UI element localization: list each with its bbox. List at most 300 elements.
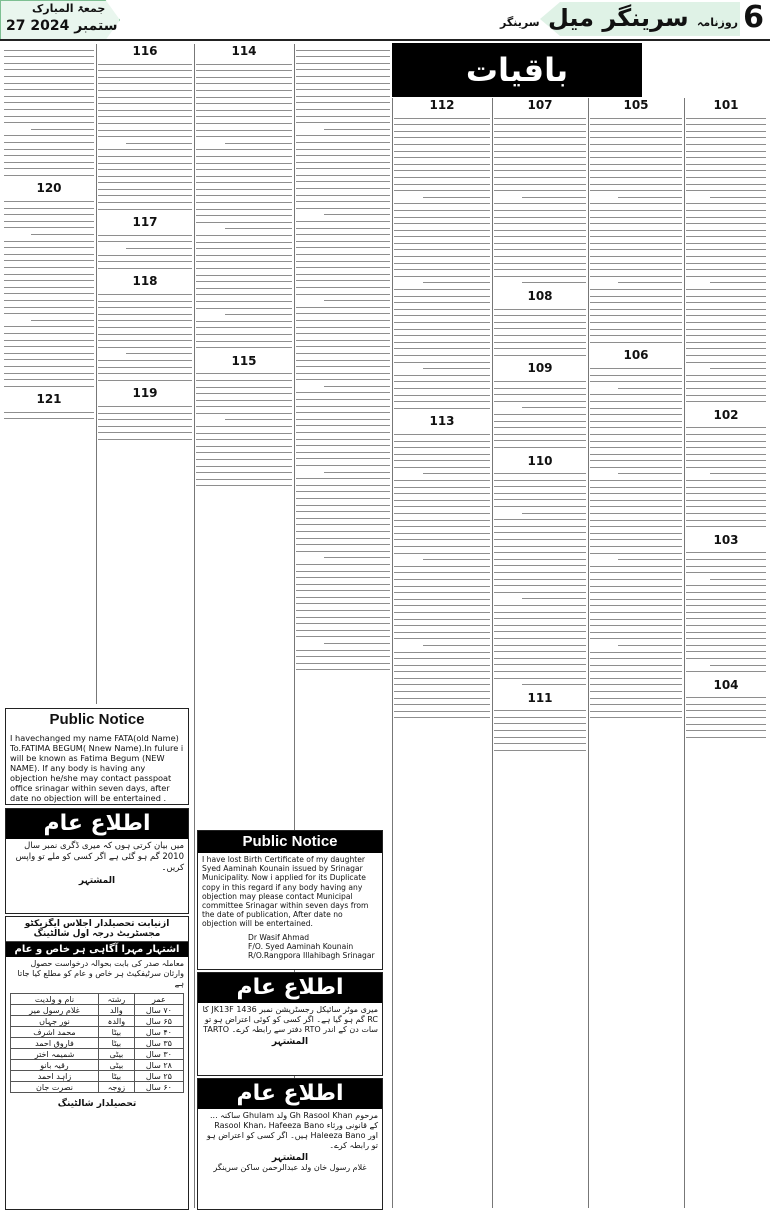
text-line bbox=[394, 118, 490, 119]
text-line bbox=[686, 276, 766, 277]
ittila-aam-heirs bbox=[197, 1078, 383, 1210]
text-line bbox=[4, 307, 94, 308]
table-notice-subheader: اشتہار مہرا آگاہی ہر خاص و عام bbox=[6, 942, 188, 957]
text-line bbox=[296, 307, 390, 308]
text-line bbox=[686, 217, 766, 218]
text-line bbox=[196, 321, 292, 322]
text-line bbox=[590, 698, 682, 699]
section-number: 104 bbox=[713, 677, 739, 692]
date-arabic: جمعۃ المبارک bbox=[32, 2, 106, 15]
table-cell: بیٹا bbox=[98, 1027, 134, 1038]
text-line bbox=[196, 466, 292, 467]
text-line bbox=[196, 406, 292, 407]
section-number: 118 bbox=[132, 274, 158, 289]
text-line bbox=[394, 164, 490, 165]
text-line bbox=[296, 69, 390, 70]
text-line bbox=[494, 526, 586, 527]
text-line bbox=[196, 70, 292, 71]
table-cell: والدہ bbox=[98, 1016, 134, 1027]
text-line bbox=[394, 184, 490, 185]
text-line bbox=[590, 691, 682, 692]
text-line bbox=[394, 467, 490, 468]
section-number: 106 bbox=[623, 348, 649, 363]
text-line bbox=[296, 320, 390, 321]
text-line bbox=[686, 124, 766, 125]
text-line bbox=[196, 472, 292, 473]
text-line bbox=[494, 263, 586, 264]
text-line bbox=[686, 164, 766, 165]
text-line bbox=[126, 248, 192, 249]
text-line bbox=[494, 546, 586, 547]
table-cell: ۲۸ سال bbox=[134, 1060, 183, 1071]
text-line bbox=[98, 373, 192, 374]
text-line bbox=[296, 162, 390, 163]
text-line bbox=[296, 544, 390, 545]
text-line bbox=[296, 280, 390, 281]
text-line bbox=[394, 447, 490, 448]
section-number: 107 bbox=[527, 98, 553, 112]
text-line bbox=[686, 572, 766, 573]
text-line bbox=[296, 518, 390, 519]
text-line bbox=[494, 480, 586, 481]
text-line bbox=[98, 156, 192, 157]
column-divider bbox=[588, 98, 589, 1208]
text-line bbox=[590, 243, 682, 244]
text-line bbox=[494, 493, 586, 494]
text-line bbox=[296, 485, 390, 486]
text-line bbox=[196, 308, 292, 309]
text-line bbox=[686, 118, 766, 119]
text-line bbox=[296, 346, 390, 347]
text-line bbox=[98, 83, 192, 84]
text-line bbox=[4, 340, 94, 341]
text-line bbox=[590, 164, 682, 165]
text-line bbox=[494, 414, 586, 415]
text-line bbox=[394, 388, 490, 389]
text-line bbox=[394, 506, 490, 507]
text-line bbox=[296, 241, 390, 242]
text-line bbox=[296, 373, 390, 374]
text-line bbox=[98, 294, 192, 295]
text-line bbox=[98, 110, 192, 111]
masthead-rule bbox=[0, 39, 770, 41]
section-number: 101 bbox=[713, 98, 739, 112]
text-line bbox=[494, 243, 586, 244]
text-line bbox=[196, 209, 292, 210]
text-line bbox=[196, 281, 292, 282]
text-line bbox=[394, 678, 490, 679]
text-line bbox=[196, 373, 292, 374]
text-line bbox=[394, 322, 490, 323]
text-line bbox=[494, 559, 586, 560]
text-line bbox=[394, 717, 490, 718]
text-line bbox=[494, 256, 586, 257]
text-line bbox=[324, 129, 390, 130]
public-notice-left-title: Public Notice bbox=[49, 711, 145, 728]
text-line bbox=[494, 473, 586, 474]
text-line bbox=[590, 210, 682, 211]
text-line bbox=[98, 360, 192, 361]
text-line bbox=[394, 335, 490, 336]
text-line bbox=[4, 155, 94, 156]
text-line bbox=[686, 335, 766, 336]
text-line bbox=[98, 97, 192, 98]
text-line bbox=[394, 315, 490, 316]
text-line bbox=[590, 177, 682, 178]
text-line bbox=[590, 500, 682, 501]
text-line bbox=[394, 236, 490, 237]
text-line bbox=[590, 704, 682, 705]
text-line bbox=[394, 480, 490, 481]
public-notice-left bbox=[5, 708, 189, 805]
text-line bbox=[296, 669, 390, 670]
text-line bbox=[296, 538, 390, 539]
text-line bbox=[4, 89, 94, 90]
text-line bbox=[494, 223, 586, 224]
text-line bbox=[494, 723, 586, 724]
text-line bbox=[494, 144, 586, 145]
table-cell: رقیہ بانو bbox=[11, 1060, 99, 1071]
text-line bbox=[494, 217, 586, 218]
text-line bbox=[394, 296, 490, 297]
text-line bbox=[296, 584, 390, 585]
text-line bbox=[686, 460, 766, 461]
text-line bbox=[686, 230, 766, 231]
text-line bbox=[196, 380, 292, 381]
text-line bbox=[686, 269, 766, 270]
text-line bbox=[196, 479, 292, 480]
text-line bbox=[686, 585, 766, 586]
text-line bbox=[590, 263, 682, 264]
text-line bbox=[98, 123, 192, 124]
text-line bbox=[590, 315, 682, 316]
text-line bbox=[394, 131, 490, 132]
text-line bbox=[590, 144, 682, 145]
text-line bbox=[324, 386, 390, 387]
text-line bbox=[686, 513, 766, 514]
text-line bbox=[394, 263, 490, 264]
text-line bbox=[394, 638, 490, 639]
text-line bbox=[590, 190, 682, 191]
text-line bbox=[394, 658, 490, 659]
text-line bbox=[296, 636, 390, 637]
table-cell: ۴۰ سال bbox=[134, 1027, 183, 1038]
text-line bbox=[494, 730, 586, 731]
text-line bbox=[394, 269, 490, 270]
text-line bbox=[394, 348, 490, 349]
text-line bbox=[686, 526, 766, 527]
text-line bbox=[196, 103, 292, 104]
section-number: 102 bbox=[713, 407, 739, 422]
column-divider bbox=[684, 98, 685, 1208]
section-number: 119 bbox=[132, 386, 158, 401]
text-line bbox=[296, 379, 390, 380]
text-line bbox=[590, 401, 682, 402]
ittila-aam-heirs-text: مرحوم Gh Rasool Khan ولد Ghulam ساکنہ ... کے قانونی ورثاء Rasool Khan، Hafeeza Bano اور Haleeza Bano ہیں۔ اگر کسی کو اعتراض ہو تو رابطہ کرے۔ bbox=[206, 1111, 378, 1150]
ittila-aam-left-text: میں بیان کرتی ہوں کہ میری ڈگری نمبر سال 2010 گم ہو گئی ہے اگر کسی کو ملے تو واپس کریں۔ bbox=[15, 841, 184, 873]
text-line bbox=[494, 190, 586, 191]
text-line bbox=[590, 157, 682, 158]
text-line bbox=[590, 302, 682, 303]
text-line bbox=[686, 381, 766, 382]
text-line bbox=[686, 315, 766, 316]
masthead bbox=[0, 0, 770, 40]
column-divider bbox=[392, 98, 393, 1208]
text-line bbox=[494, 585, 586, 586]
notice-sign-name: Dr Wasif Ahmad bbox=[248, 932, 310, 942]
public-notice-center-text: I have lost Birth Certificate of my daughter Syed Aaminah Kounain issued by Srinagar Municipality. Now i applied for its Duplicate copy in this regard if any body having any objection may please contact Municipal committee Srinagar within seven days from the date of publication, After date no objection will be entertained. bbox=[202, 855, 369, 929]
text-line bbox=[590, 276, 682, 277]
notice-sign-address: R/O.Rangpora Illahibagh Srinagar bbox=[248, 951, 375, 961]
text-line bbox=[686, 434, 766, 435]
text-line bbox=[98, 255, 192, 256]
text-line bbox=[590, 408, 682, 409]
text-line bbox=[686, 302, 766, 303]
text-line bbox=[296, 524, 390, 525]
text-line bbox=[494, 486, 586, 487]
text-line bbox=[296, 406, 390, 407]
text-line bbox=[590, 434, 682, 435]
text-line bbox=[196, 64, 292, 65]
text-line bbox=[686, 566, 766, 567]
text-line bbox=[686, 427, 766, 428]
text-line bbox=[296, 392, 390, 393]
text-line bbox=[590, 329, 682, 330]
text-line bbox=[494, 447, 586, 448]
table-cell: ۶۵ سال bbox=[134, 1016, 183, 1027]
text-line bbox=[296, 195, 390, 196]
text-line bbox=[494, 131, 586, 132]
text-line bbox=[296, 50, 390, 51]
text-line bbox=[590, 717, 682, 718]
section-number: 112 bbox=[429, 98, 455, 112]
text-line bbox=[98, 103, 192, 104]
table-cell: زوجہ bbox=[98, 1082, 134, 1093]
text-line bbox=[494, 315, 586, 316]
text-line bbox=[394, 566, 490, 567]
text-line bbox=[4, 56, 94, 57]
text-line bbox=[522, 513, 586, 514]
text-line bbox=[296, 505, 390, 506]
text-line bbox=[494, 750, 586, 751]
text-line bbox=[31, 234, 94, 235]
text-line bbox=[494, 618, 586, 619]
text-line bbox=[494, 322, 586, 323]
text-line bbox=[590, 230, 682, 231]
text-line bbox=[4, 96, 94, 97]
table-cell: والد bbox=[98, 1005, 134, 1016]
table-cell: بیٹی bbox=[98, 1049, 134, 1060]
text-line bbox=[494, 184, 586, 185]
text-line bbox=[394, 454, 490, 455]
text-line bbox=[4, 214, 94, 215]
text-line bbox=[686, 144, 766, 145]
text-line bbox=[494, 612, 586, 613]
text-line bbox=[686, 638, 766, 639]
text-line bbox=[494, 552, 586, 553]
text-line bbox=[4, 247, 94, 248]
text-line bbox=[4, 359, 94, 360]
text-line bbox=[296, 333, 390, 334]
text-line bbox=[394, 434, 490, 435]
text-line bbox=[590, 586, 682, 587]
text-line bbox=[494, 579, 586, 580]
text-line bbox=[98, 380, 192, 381]
text-line bbox=[296, 175, 390, 176]
text-line bbox=[196, 347, 292, 348]
text-line bbox=[590, 605, 682, 606]
text-line bbox=[296, 360, 390, 361]
text-line bbox=[590, 684, 682, 685]
text-line bbox=[296, 590, 390, 591]
text-line bbox=[494, 157, 586, 158]
text-line bbox=[494, 651, 586, 652]
column-7 bbox=[98, 44, 192, 699]
text-line bbox=[686, 737, 766, 738]
text-line bbox=[494, 645, 586, 646]
text-line bbox=[423, 559, 490, 560]
text-line bbox=[686, 480, 766, 481]
text-line bbox=[196, 136, 292, 137]
column-divider bbox=[492, 98, 493, 1208]
section-number: 114 bbox=[231, 44, 257, 58]
text-line bbox=[394, 124, 490, 125]
text-line bbox=[296, 531, 390, 532]
text-line bbox=[494, 151, 586, 152]
text-line bbox=[296, 89, 390, 90]
table-cell: شمیمہ اختر bbox=[11, 1049, 99, 1060]
text-line bbox=[98, 64, 192, 65]
text-line bbox=[522, 197, 586, 198]
text-line bbox=[296, 155, 390, 156]
text-line bbox=[590, 553, 682, 554]
text-line bbox=[590, 592, 682, 593]
text-line bbox=[494, 170, 586, 171]
text-line bbox=[98, 202, 192, 203]
text-line bbox=[494, 335, 586, 336]
text-line bbox=[686, 552, 766, 553]
text-line bbox=[196, 169, 292, 170]
text-line bbox=[394, 612, 490, 613]
text-line bbox=[686, 236, 766, 237]
text-line bbox=[394, 309, 490, 310]
text-line bbox=[98, 189, 192, 190]
text-line bbox=[196, 459, 292, 460]
text-line bbox=[590, 599, 682, 600]
text-line bbox=[296, 452, 390, 453]
text-line bbox=[590, 665, 682, 666]
text-line bbox=[296, 630, 390, 631]
text-line bbox=[686, 177, 766, 178]
text-line bbox=[686, 493, 766, 494]
text-line bbox=[296, 419, 390, 420]
text-line bbox=[4, 287, 94, 288]
text-line bbox=[686, 651, 766, 652]
text-line bbox=[590, 480, 682, 481]
text-line bbox=[686, 170, 766, 171]
text-line bbox=[196, 294, 292, 295]
section-number: 120 bbox=[36, 181, 62, 196]
text-line bbox=[98, 241, 192, 242]
text-line bbox=[4, 201, 94, 202]
table-cell: فاروق احمد bbox=[11, 1038, 99, 1049]
text-line bbox=[296, 650, 390, 651]
text-line bbox=[494, 348, 586, 349]
text-line bbox=[98, 235, 192, 236]
newspaper-prefix: روزنامہ bbox=[696, 16, 738, 29]
text-line bbox=[296, 412, 390, 413]
text-line bbox=[4, 221, 94, 222]
ittila-aam-heirs-signer: غلام رسول خان ولد عبدالرحمن ساکن سرینگر bbox=[213, 1163, 367, 1172]
text-line bbox=[494, 276, 586, 277]
text-line bbox=[590, 467, 682, 468]
text-line bbox=[590, 671, 682, 672]
text-line bbox=[686, 151, 766, 152]
text-line bbox=[710, 473, 766, 474]
text-line bbox=[686, 395, 766, 396]
text-line bbox=[394, 401, 490, 402]
text-line bbox=[98, 149, 192, 150]
text-line bbox=[686, 618, 766, 619]
section-number: 111 bbox=[527, 690, 553, 705]
text-line bbox=[394, 579, 490, 580]
text-line bbox=[494, 177, 586, 178]
text-line bbox=[394, 355, 490, 356]
text-line bbox=[590, 526, 682, 527]
text-line bbox=[686, 296, 766, 297]
newspaper-name bbox=[500, 4, 738, 32]
text-line bbox=[4, 227, 94, 228]
text-line bbox=[494, 355, 586, 356]
text-line bbox=[394, 619, 490, 620]
text-line bbox=[296, 181, 390, 182]
text-line bbox=[710, 368, 766, 369]
text-line bbox=[686, 645, 766, 646]
text-line bbox=[196, 182, 292, 183]
text-line bbox=[296, 623, 390, 624]
text-line bbox=[394, 243, 490, 244]
text-line bbox=[494, 743, 586, 744]
text-line bbox=[196, 110, 292, 111]
text-line bbox=[494, 572, 586, 573]
text-line bbox=[394, 698, 490, 699]
text-line bbox=[494, 137, 586, 138]
text-line bbox=[686, 157, 766, 158]
text-line bbox=[4, 109, 94, 110]
text-line bbox=[590, 612, 682, 613]
text-line bbox=[196, 301, 292, 302]
text-line bbox=[394, 329, 490, 330]
text-line bbox=[98, 163, 192, 164]
ittila-aam-left-signer: المشتہر bbox=[78, 876, 116, 886]
text-line bbox=[494, 710, 586, 711]
text-line bbox=[494, 506, 586, 507]
text-line bbox=[394, 553, 490, 554]
text-line bbox=[296, 577, 390, 578]
text-line bbox=[196, 116, 292, 117]
text-line bbox=[296, 83, 390, 84]
text-line bbox=[394, 572, 490, 573]
text-line bbox=[296, 96, 390, 97]
text-line bbox=[126, 353, 192, 354]
ittila-aam-left-title: اطلاع عام bbox=[6, 809, 188, 839]
text-line bbox=[98, 334, 192, 335]
text-line bbox=[686, 388, 766, 389]
text-line bbox=[590, 368, 682, 369]
text-line bbox=[686, 375, 766, 376]
text-line bbox=[686, 500, 766, 501]
text-line bbox=[686, 401, 766, 402]
